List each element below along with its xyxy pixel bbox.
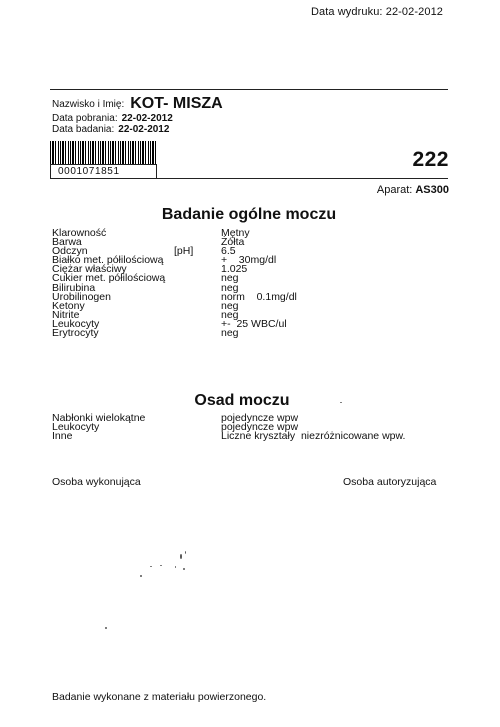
barcode-divider	[157, 178, 448, 179]
sediment-value: pojedyncze wpw	[221, 421, 299, 433]
result-value: 6.5	[221, 245, 236, 257]
result-value: neg	[221, 309, 239, 321]
sediment-title: Osad moczu	[194, 392, 290, 409]
performer-signature-label: Osoba wykonująca	[52, 476, 141, 488]
sediment-label: Nabłonki wielokątne	[52, 412, 146, 424]
patient-name-label: Nazwisko i Imię:	[52, 99, 125, 110]
device-row	[377, 184, 449, 196]
result-label: Leukocyty	[52, 318, 100, 330]
collection-date-row	[52, 114, 173, 124]
result-label: Erytrocyty	[52, 327, 99, 339]
result-label: Ciężar właściwy	[52, 263, 127, 275]
sediment-label: Inne	[52, 430, 73, 442]
result-value: norm 0.1mg/dl	[221, 291, 297, 303]
result-value: neg	[221, 282, 239, 294]
result-value: 1.025	[221, 263, 248, 275]
header-divider	[50, 89, 448, 90]
sediment-label: Leukocyty	[52, 421, 100, 433]
test-date: 22-02-2012	[118, 124, 170, 135]
result-label: Nitrite	[52, 309, 80, 321]
patient-name-row	[52, 95, 223, 112]
authorizer-signature-label: Osoba autoryzująca	[343, 476, 437, 488]
sediment-value: pojedyncze wpw	[221, 412, 299, 424]
order-number: 222	[412, 148, 449, 171]
test-date-row	[52, 125, 169, 135]
result-unit: [pH]	[174, 245, 194, 257]
sediment-value: Liczne kryształy niezróżnicowane wpw.	[221, 430, 406, 442]
result-label: Ketony	[52, 300, 85, 312]
device-label: Aparat:	[376, 184, 413, 196]
result-value: neg	[221, 300, 239, 312]
general-exam-title: Badanie ogólne moczu	[161, 206, 337, 223]
result-label: Cukier met. półilościową	[52, 272, 166, 284]
result-value: neg	[221, 327, 239, 339]
patient-name: KOT- MISZA	[130, 95, 223, 112]
result-label: Odczyn	[52, 245, 88, 257]
material-note: Badanie wykonane z materiału powierzonego.	[52, 691, 267, 703]
test-date-label: Data badania:	[52, 124, 115, 135]
result-value: + 30mg/dl	[221, 254, 277, 266]
result-value: neg	[221, 272, 239, 284]
barcode-number: 0001071851	[58, 166, 120, 177]
result-label: Białko met. półilościową	[52, 254, 164, 266]
result-value: +- 25 WBC/ul	[221, 318, 287, 330]
print-date: Data wydruku: 22-02-2012	[310, 6, 443, 18]
result-label: Klarowność	[52, 227, 107, 239]
result-label: Urobilinogen	[52, 291, 111, 303]
collection-date: 22-02-2012	[121, 113, 173, 124]
result-value: Żółta	[221, 236, 245, 248]
result-label: Bilirubina	[52, 282, 96, 294]
device-value: AS300	[415, 184, 449, 196]
collection-date-label: Data pobrania:	[52, 113, 118, 124]
result-label: Barwa	[52, 236, 82, 248]
barcode	[50, 141, 157, 165]
result-value: Mętny	[221, 227, 250, 239]
